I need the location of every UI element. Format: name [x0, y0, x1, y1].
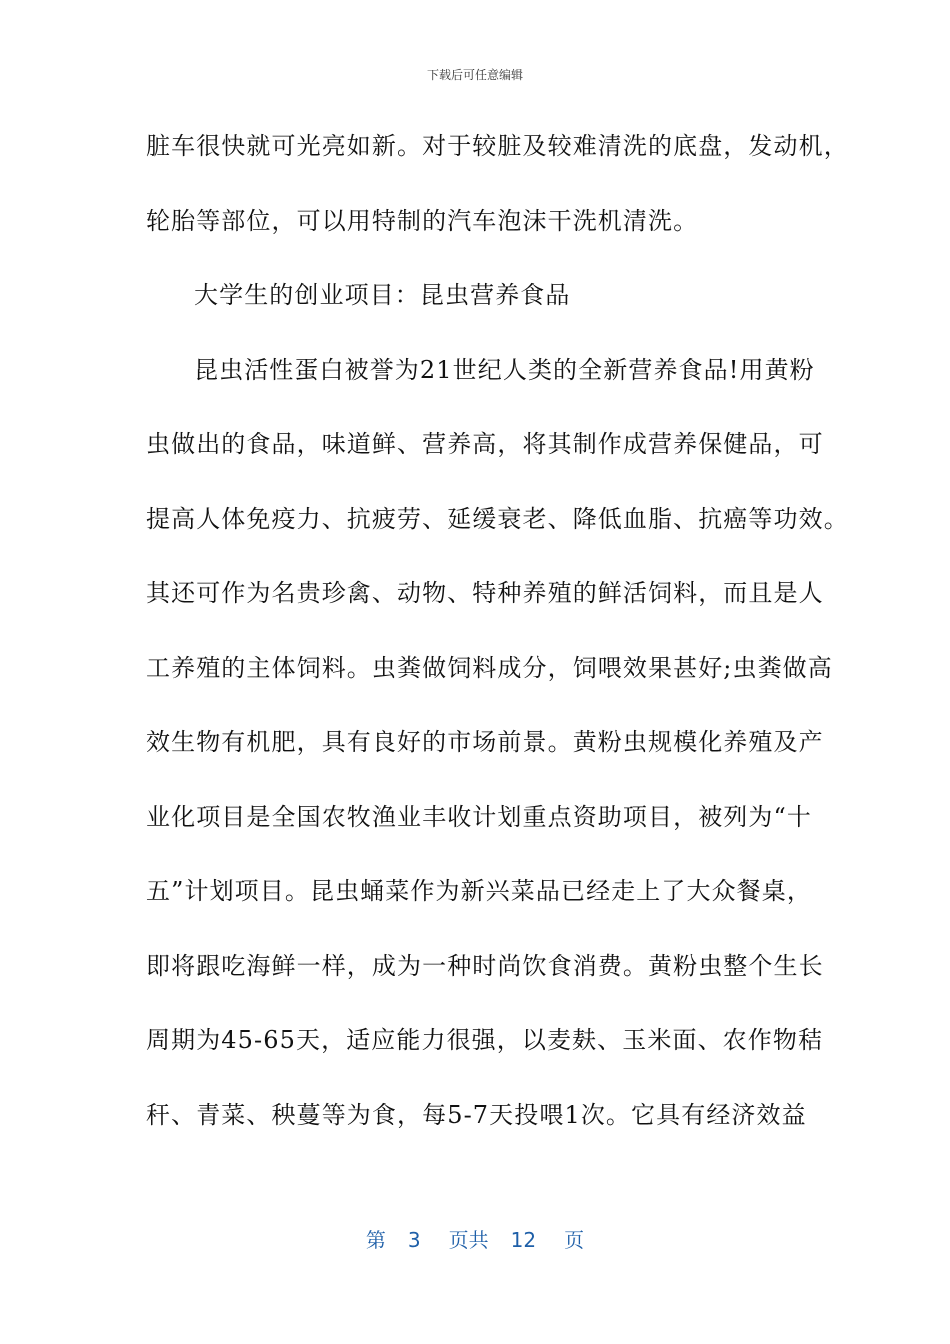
footer-suffix: 页	[564, 1228, 585, 1252]
paragraph-line: 业化项目是全国农牧渔业丰收计划重点资助项目，被列为“十	[146, 802, 812, 831]
paragraph-line: 虫做出的食品，味道鲜、营养高，将其制作成营养保健品，可	[146, 430, 824, 458]
paragraph-line: 即将跟吃海鲜一样，成为一种时尚饮食消费。黄粉虫整个生长	[146, 951, 824, 980]
section-heading: 大学生的创业项目：昆虫营养食品	[194, 281, 571, 309]
paragraph-line: 昆虫活性蛋白被誉为21世纪人类的全新营养食品!用黄粉	[194, 355, 815, 384]
paragraph-line: 秆、青菜、秧蔓等为食，每5-7天投喂1次。它具有经济效益	[146, 1100, 807, 1129]
page-footer	[0, 1224, 950, 1253]
paragraph-line: 轮胎等部位，可以用特制的汽车泡沫干洗机清洗。	[146, 206, 699, 235]
paragraph-line: 提高人体免疫力、抗疲劳、延缓衰老、降低血脂、抗癌等功效。	[146, 504, 849, 533]
paragraph-line: 周期为45-65天，适应能力很强，以麦麸、玉米面、农作物秸	[146, 1026, 824, 1054]
footer-middle: 页共	[448, 1228, 489, 1252]
footer-page-number: 3	[407, 1228, 421, 1252]
paragraph-line: 其还可作为名贵珍禽、动物、特种养殖的鲜活饲料，而且是人	[146, 579, 824, 607]
paragraph-line: 五”计划项目。昆虫蛹菜作为新兴菜品已经走上了大众餐桌，	[146, 877, 812, 905]
paragraph-line: 效生物有机肥，具有良好的市场前景。黄粉虫规模化养殖及产	[146, 728, 824, 756]
paragraph-line: 工养殖的主体饲料。虫粪做饲料成分，饲喂效果甚好;虫粪做高	[146, 653, 833, 682]
paragraph-line: 脏车很快就可光亮如新。对于较脏及较难清洗的底盘，发动机，	[146, 132, 849, 160]
footer-prefix: 第	[365, 1228, 386, 1252]
page-header: 下载后可任意编辑	[426, 68, 523, 82]
document-body	[146, 126, 849, 1169]
footer-total-pages: 12	[510, 1228, 537, 1252]
